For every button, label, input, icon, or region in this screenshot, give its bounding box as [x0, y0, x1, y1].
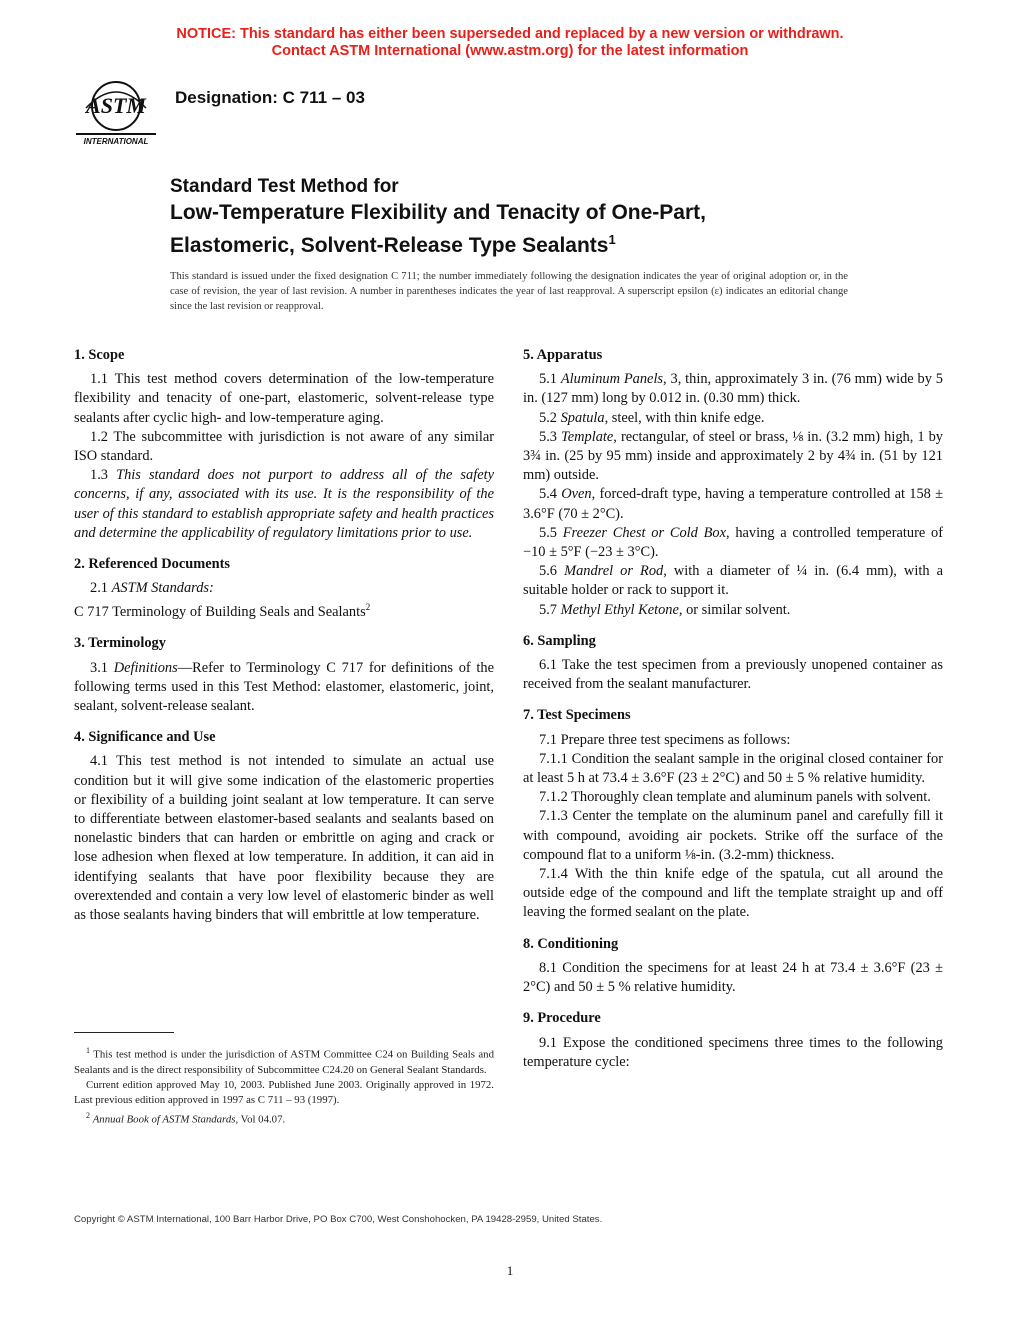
apparatus-term: Mandrel or Rod [564, 563, 664, 580]
footnote-marker: 2 [86, 1110, 90, 1120]
section-heading: 7. Test Specimens [523, 707, 631, 724]
section-heading: 2. Referenced Documents [74, 556, 230, 573]
section-heading: 8. Conditioning [523, 935, 619, 952]
paragraph: 9.1 Expose the conditioned specimens three times to the following temperature cycle: [523, 1034, 943, 1070]
title-line-3-text: Elastomeric, Solvent-Release Type Sealants [170, 234, 609, 257]
apparatus-description: , or similar solvent. [678, 601, 791, 618]
logo-subtext: INTERNATIONAL [83, 137, 149, 146]
apparatus-term: Methyl Ethyl Ketone [560, 601, 679, 618]
paragraph: 6.1 Take the test specimen from a previously unopened container as received from the sealant manufacturer. [523, 657, 943, 693]
section-apparatus [523, 346, 943, 620]
paragraph: 7.1 Prepare three test specimens as follows: [539, 731, 791, 748]
notice-line-1: NOTICE: This standard has either been superseded and replaced by a new version or withdrawn. [176, 26, 844, 42]
apparatus-description: , having a controlled temperature of −10 ± 5°F (−23 ± 3°C). [523, 524, 943, 561]
title-line-2: Low-Temperature Flexibility and Tenacity of One-Part, [170, 201, 706, 224]
paragraph: 8.1 Condition the specimens for at least 24 h at 73.4 ± 3.6°F (23 ± 2°C) and 50 ± 5 % relative humidity. [523, 959, 943, 996]
right-column [523, 346, 943, 1084]
apparatus-term: Template [561, 428, 614, 445]
section-heading: 9. Procedure [523, 1010, 601, 1027]
apparatus-term: Freezer Chest or Cold Box [562, 524, 726, 541]
paragraph-number: 5.7 [539, 601, 557, 618]
paragraph [74, 579, 494, 598]
section-terminology [74, 634, 494, 716]
section-significance [74, 728, 494, 925]
paragraph-number: 5.2 [539, 409, 557, 426]
footnotes [74, 1043, 494, 1127]
section-scope [74, 346, 494, 543]
copyright: Copyright © ASTM International, 100 Barr Harbor Drive, PO Box C700, West Conshohocken, PA 19428-2959, United States. [74, 1214, 603, 1225]
apparatus-list [523, 370, 943, 620]
section-heading: 3. Terminology [74, 635, 166, 652]
apparatus-term: Spatula [560, 409, 605, 426]
designation: Designation: C 711 – 03 [175, 88, 365, 107]
paragraph: 7.1.2 Thoroughly clean template and aluminum panels with solvent. [539, 789, 931, 806]
apparatus-item [523, 428, 943, 486]
reference-item [74, 598, 494, 622]
astm-logo [70, 78, 162, 150]
section-procedure [523, 1009, 943, 1072]
italic-text: ASTM Standards: [111, 580, 214, 597]
footnote-1 [74, 1043, 494, 1078]
apparatus-item [523, 601, 943, 620]
apparatus-description: , 3, thin, approximately 3 in. (76 mm) wide by 5 in. (127 mm) long by 0.012 in. (0.30 mm) thick. [523, 371, 943, 407]
footnote-text: This test method is under the jurisdiction of ASTM Committee C24 on Building Seals and Sealants and is the direct responsibility of Subcommittee C24.20 on General Sealant Standards. [74, 1048, 494, 1076]
definition-text: —Refer to Terminology C 717 for definitions of the following terms used in this Test Method: elastomer, elastomeric, joint, sealant, solvent-release sealant. [74, 659, 494, 715]
paragraph-number: 5.1 [539, 371, 557, 388]
apparatus-item [523, 485, 943, 523]
notice-banner [0, 26, 1020, 60]
section-heading: 6. Sampling [523, 632, 596, 649]
apparatus-description: , steel, with thin knife edge. [604, 409, 765, 426]
paragraph-number: 1.3 [90, 467, 108, 484]
footnote-title: Annual Book of ASTM Standards [92, 1113, 236, 1126]
paragraph: 7.1.4 With the thin knife edge of the spatula, cut all around the outside edge of the compound and lift the template straight up and off leaving the formed sealant on the plate. [523, 866, 943, 921]
apparatus-item [523, 370, 943, 408]
paragraph [74, 466, 494, 543]
apparatus-item [523, 562, 943, 600]
section-test-specimens [523, 706, 943, 922]
astm-logo-icon [70, 78, 162, 150]
apparatus-term: Oven [561, 486, 592, 503]
paragraph: 4.1 This test method is not intended to simulate an actual use condition but it will give some indication of the elastomeric properties or flexibility of a building joint sealant at low temperature. It can serve to differentiate between elastomer-based sealants and sealants based on nonelastic binders that can harden or embrittle on aging and crack or lose adhesion when flexed at low temperature. In addition, it can aid in identifying sealants that have poor flexibility because they are overextended and contain a very low level of elastomeric binder as well as those sealants having binders that will embrittle at low temperature. [74, 753, 494, 924]
footnote-text: , Vol 04.07. [235, 1113, 286, 1126]
notice-line-2: Contact ASTM International (www.astm.org) for the latest information [271, 43, 749, 59]
italic-text: This standard does not purport to address all of the safety concerns, if any, associated with its use. It is the responsibility of the user of this standard to establish appropriate safety and health practices and determine the applicability of regulatory limitations prior to use. [74, 467, 494, 541]
reference-text: C 717 Terminology of Building Seals and Sealants [74, 604, 366, 621]
logo-text: ASTM [86, 93, 146, 118]
left-column [74, 346, 494, 937]
apparatus-item [523, 409, 943, 428]
footnote-2 [74, 1108, 494, 1128]
section-referenced-documents [74, 555, 494, 622]
document-title [170, 175, 890, 259]
paragraph-number: 3.1 [90, 659, 108, 676]
footnote-divider [74, 1032, 174, 1033]
apparatus-item [523, 524, 943, 562]
paragraph-number: 5.5 [539, 524, 557, 541]
issued-note: This standard is issued under the fixed designation C 711; the number immediately following the designation indicates the year of original adoption or, in the case of revision, the year of last revision. A number in parentheses indicates the year of last reapproval. A superscript epsilon (ε) indicates an editorial change since the last revision or reapproval. [170, 271, 848, 312]
footnote-1b: Current edition approved May 10, 2003. Published June 2003. Originally approved in 1972. Last previous edition approved in 1997 as C 711 – 93 (1997). [74, 1078, 494, 1106]
paragraph: 1.2 The subcommittee with jurisdiction is not aware of any similar ISO standard. [74, 428, 494, 465]
paragraph: 7.1.3 Center the template on the aluminum panel and carefully fill it with compound, avoiding air pockets. Strike off the surface of the compound flat to a uniform ⅛-in. (3.2-mm) thickness. [523, 808, 943, 863]
paragraph: 7.1.1 Condition the sealant sample in the original closed container for at least 5 h at 73.4 ± 3.6°F (23 ± 2°C) and 50 ± 5 % relative humidity. [523, 750, 943, 787]
section-sampling [523, 632, 943, 695]
apparatus-term: Aluminum Panels [560, 371, 664, 388]
apparatus-description: , forced-draft type, having a temperature controlled at 158 ± 3.6°F (70 ± 2°C). [523, 486, 943, 522]
term: Definitions [113, 659, 178, 676]
section-conditioning [523, 935, 943, 998]
page-number: 1 [506, 1263, 514, 1278]
apparatus-description: , with a diameter of ¼ in. (6.4 mm), with a suitable holder or rack to support it. [523, 563, 943, 599]
section-heading: 1. Scope [74, 347, 125, 363]
section-heading: 5. Apparatus [523, 347, 603, 363]
footnote-ref: 2 [365, 602, 371, 613]
footnote-marker: 1 [86, 1046, 90, 1055]
paragraph: 1.1 This test method covers determination of the low-temperature flexibility and tenacity of one-part, elastomeric, solvent-release type sealants after cyclic high- and low-temperature aging. [74, 371, 494, 426]
paragraph [74, 659, 494, 717]
paragraph-number: 5.6 [539, 563, 557, 580]
paragraph-number: 5.4 [539, 486, 557, 503]
section-heading: 4. Significance and Use [74, 729, 216, 746]
apparatus-description: , rectangular, of steel or brass, ⅛ in. (3.2 mm) high, 1 by 3¾ in. (25 by 95 mm) inside and approximately 2 by 4¾ in. (51 by 121 mm) outside. [523, 428, 943, 484]
title-footnote-ref: 1 [608, 232, 616, 247]
paragraph-number: 2.1 [90, 580, 108, 597]
paragraph-number: 5.3 [539, 428, 557, 445]
title-line-1: Standard Test Method for [170, 176, 399, 197]
title-line-3 [170, 226, 890, 259]
